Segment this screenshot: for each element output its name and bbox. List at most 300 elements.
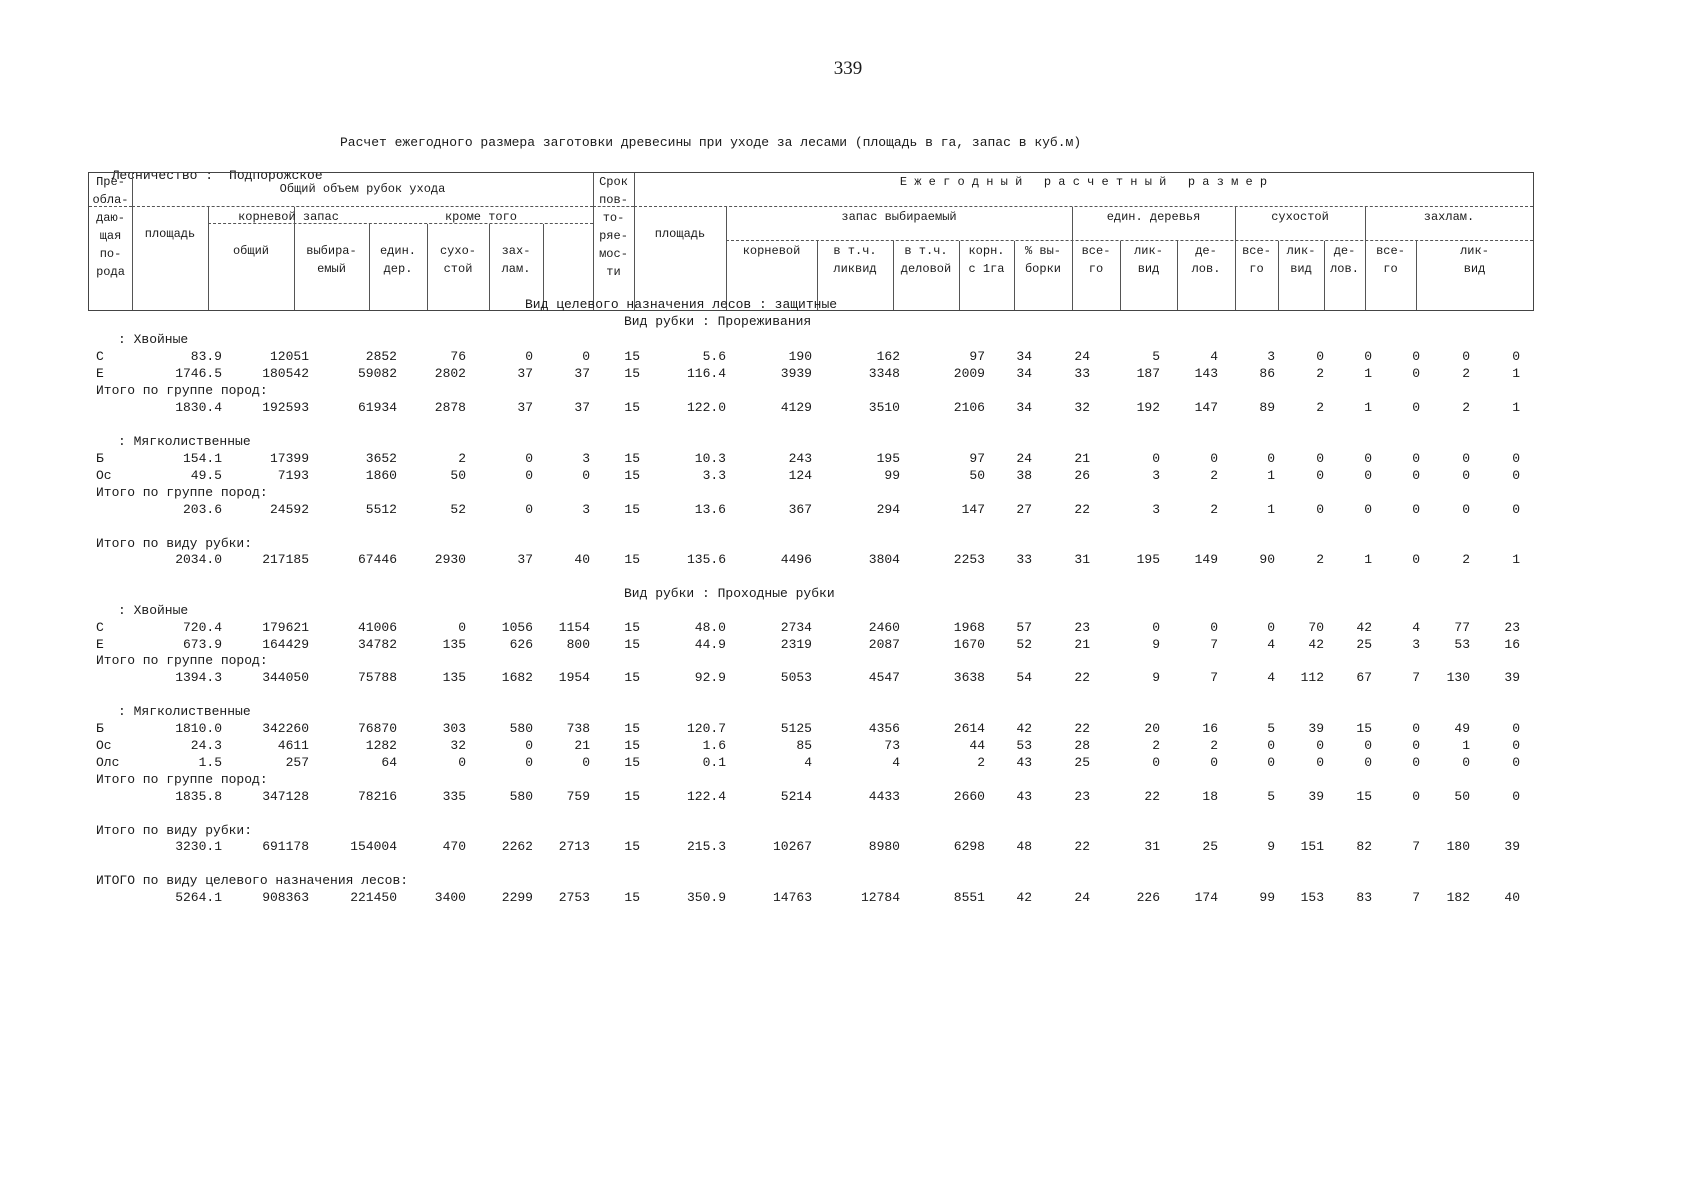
table-cell: 0 bbox=[1512, 468, 1520, 483]
table-cell: 135 bbox=[442, 637, 466, 652]
table-cell: 0 bbox=[1512, 349, 1520, 364]
table-cell: 15 bbox=[624, 620, 640, 635]
table-cell: 24 bbox=[1074, 349, 1090, 364]
table-cell: 673.9 bbox=[182, 637, 222, 652]
table-cell: 2930 bbox=[434, 552, 466, 567]
table-cell: 75788 bbox=[357, 670, 397, 685]
table-cell: 1746.5 bbox=[175, 366, 222, 381]
table-cell: 0 bbox=[1462, 468, 1470, 483]
table-cell: 215.3 bbox=[686, 839, 726, 854]
table-cell: 7 bbox=[1210, 637, 1218, 652]
table-cell: 4433 bbox=[868, 789, 900, 804]
header-root-selected: выбира- емый bbox=[306, 244, 357, 276]
table-row bbox=[0, 468, 1696, 486]
table-cell: 2734 bbox=[780, 620, 812, 635]
table-cell: 2460 bbox=[868, 620, 900, 635]
table-cell: 0 bbox=[1512, 755, 1520, 770]
table-cell: 15 bbox=[1356, 721, 1372, 736]
table-cell: 342260 bbox=[262, 721, 309, 736]
table-cell: 2 bbox=[1316, 366, 1324, 381]
table-cell: 4496 bbox=[780, 552, 812, 567]
table-cell: 294 bbox=[876, 502, 900, 517]
table-cell: 37 bbox=[517, 552, 533, 567]
header-dry-wood: сухостой bbox=[1271, 210, 1329, 224]
table-row bbox=[0, 451, 1696, 469]
table-cell: 0 bbox=[1462, 755, 1470, 770]
table-cell: 1 bbox=[1364, 552, 1372, 567]
table-cell: 1394.3 bbox=[175, 670, 222, 685]
table-cell: 221450 bbox=[350, 890, 397, 905]
table-cell: 48.0 bbox=[694, 620, 726, 635]
header-single-trees-annual: един. деревья bbox=[1106, 210, 1201, 224]
table-cell: 0 bbox=[1210, 451, 1218, 466]
table-cell: 15 bbox=[624, 502, 640, 517]
table-cell: 7 bbox=[1412, 670, 1420, 685]
table-cell: 1 bbox=[1267, 468, 1275, 483]
forestry-value: Подпорожское bbox=[229, 168, 323, 183]
table-cell: 39 bbox=[1308, 789, 1324, 804]
table-cell: 20 bbox=[1144, 721, 1160, 736]
subtotal-row bbox=[0, 400, 1696, 418]
table-cell: 15 bbox=[624, 468, 640, 483]
species-cell: С bbox=[96, 349, 104, 364]
table-cell: 83 bbox=[1356, 890, 1372, 905]
table-cell: 1860 bbox=[365, 468, 397, 483]
species-group-label: : Хвойные bbox=[118, 332, 189, 347]
table-cell: 162 bbox=[876, 349, 900, 364]
table-cell: 50 bbox=[969, 468, 985, 483]
table-cell: 0 bbox=[1316, 738, 1324, 753]
table-cell: 22 bbox=[1144, 789, 1160, 804]
table-cell: 0 bbox=[1210, 620, 1218, 635]
table-cell: 0 bbox=[1316, 468, 1324, 483]
table-cell: 2 bbox=[1210, 502, 1218, 517]
table-cell: 33 bbox=[1074, 366, 1090, 381]
page-number: 339 bbox=[833, 58, 863, 79]
table-cell: 0 bbox=[1152, 620, 1160, 635]
table-cell: 1810.0 bbox=[175, 721, 222, 736]
table-cell: 70 bbox=[1308, 620, 1324, 635]
table-cell: 720.4 bbox=[182, 620, 222, 635]
table-cell: 31 bbox=[1074, 552, 1090, 567]
table-cell: 31 bbox=[1144, 839, 1160, 854]
table-cell: 4611 bbox=[277, 738, 309, 753]
table-cell: 1 bbox=[1512, 400, 1520, 415]
header-prevailing-species: Пре- обла- даю- щая по- рода bbox=[92, 175, 129, 279]
species-group-label: : Мягколиственные bbox=[118, 434, 251, 449]
header-stock-selected: запас выбираемый bbox=[841, 210, 957, 224]
table-cell: 0 bbox=[525, 451, 533, 466]
table-cell: 8551 bbox=[953, 890, 985, 905]
table-cell: 97 bbox=[969, 349, 985, 364]
table-cell: 1830.4 bbox=[175, 400, 222, 415]
species-group-label: : Хвойные bbox=[118, 603, 189, 618]
header-annual-size: Е ж е г о д н ы й р а с ч е т н ы й р а з м е р bbox=[899, 175, 1268, 189]
table-cell: 14763 bbox=[772, 890, 812, 905]
table-cell: 1 bbox=[1512, 552, 1520, 567]
table-cell: 3348 bbox=[868, 366, 900, 381]
table-cell: 1670 bbox=[953, 637, 985, 652]
species-cell: Б bbox=[96, 721, 104, 736]
table-cell: 67446 bbox=[357, 552, 397, 567]
table-cell: 2802 bbox=[434, 366, 466, 381]
table-cell: 3 bbox=[1152, 502, 1160, 517]
table-cell: 92.9 bbox=[694, 670, 726, 685]
table-cell: 0 bbox=[1316, 502, 1324, 517]
table-cell: 0 bbox=[1512, 738, 1520, 753]
table-cell: 78216 bbox=[357, 789, 397, 804]
table-cell: 1835.8 bbox=[175, 789, 222, 804]
table-cell: 49 bbox=[1454, 721, 1470, 736]
table-cell: 1954 bbox=[558, 670, 590, 685]
table-cell: 12051 bbox=[269, 349, 309, 364]
table-cell: 37 bbox=[517, 400, 533, 415]
table-cell: 0 bbox=[525, 468, 533, 483]
table-row bbox=[0, 349, 1696, 367]
table-cell: 52 bbox=[450, 502, 466, 517]
table-cell: 15 bbox=[624, 839, 640, 854]
header-st-liq: лик- вид bbox=[1134, 244, 1163, 276]
table-cell: 33 bbox=[1016, 552, 1032, 567]
table-cell: 38 bbox=[1016, 468, 1032, 483]
table-cell: 147 bbox=[1194, 400, 1218, 415]
header-business: в т.ч. деловой bbox=[900, 244, 952, 276]
table-cell: 12784 bbox=[860, 890, 900, 905]
header-annual-area: площадь bbox=[654, 227, 706, 241]
table-cell: 143 bbox=[1194, 366, 1218, 381]
table-cell: 3 bbox=[582, 502, 590, 517]
table-cell: 59082 bbox=[357, 366, 397, 381]
table-cell: 1.6 bbox=[702, 738, 726, 753]
table-cell: 182 bbox=[1446, 890, 1470, 905]
table-cell: 135 bbox=[442, 670, 466, 685]
table-cell: 2753 bbox=[558, 890, 590, 905]
table-cell: 1282 bbox=[365, 738, 397, 753]
table-cell: 2878 bbox=[434, 400, 466, 415]
header-litter-annual: захлам. bbox=[1423, 210, 1475, 224]
table-cell: 0 bbox=[1364, 468, 1372, 483]
table-cell: 154.1 bbox=[182, 451, 222, 466]
header-liquid: в т.ч. ликвид bbox=[833, 244, 877, 276]
table-cell: 7193 bbox=[277, 468, 309, 483]
table-cell: 335 bbox=[442, 789, 466, 804]
table-cell: 2 bbox=[1152, 738, 1160, 753]
table-cell: 2713 bbox=[558, 839, 590, 854]
table-cell: 2106 bbox=[953, 400, 985, 415]
table-cell: 0 bbox=[1316, 349, 1324, 364]
forestry-label: Лесничество : bbox=[111, 168, 214, 183]
table-cell: 22 bbox=[1074, 839, 1090, 854]
table-cell: 3 bbox=[1412, 637, 1420, 652]
table-cell: 2299 bbox=[501, 890, 533, 905]
table-cell: 15 bbox=[1356, 789, 1372, 804]
table-cell: 243 bbox=[788, 451, 812, 466]
table-cell: 67 bbox=[1356, 670, 1372, 685]
table-cell: 0 bbox=[1412, 468, 1420, 483]
table-cell: 5214 bbox=[780, 789, 812, 804]
table-cell: 192593 bbox=[262, 400, 309, 415]
section-heading-text: Вид целевого назначения лесов : защитные bbox=[525, 297, 838, 312]
table-cell: 180542 bbox=[262, 366, 309, 381]
table-cell: 49.5 bbox=[190, 468, 222, 483]
table-cell: 0 bbox=[582, 349, 590, 364]
table-cell: 2 bbox=[1210, 738, 1218, 753]
table-cell: 154004 bbox=[350, 839, 397, 854]
species-cell: Ос bbox=[96, 468, 112, 483]
table-cell: 34 bbox=[1016, 400, 1032, 415]
table-cell: 9 bbox=[1152, 637, 1160, 652]
table-cell: 0 bbox=[1412, 789, 1420, 804]
table-cell: 34 bbox=[1016, 349, 1032, 364]
table-cell: 0 bbox=[1152, 755, 1160, 770]
table-cell: 39 bbox=[1504, 839, 1520, 854]
header-litter: зах- лам. bbox=[501, 244, 531, 276]
table-cell: 0 bbox=[1364, 349, 1372, 364]
table-cell: 2 bbox=[1462, 552, 1470, 567]
table-cell: 0 bbox=[1412, 366, 1420, 381]
table-cell: 0 bbox=[1412, 552, 1420, 567]
table-cell: 0 bbox=[1412, 721, 1420, 736]
table-cell: 0 bbox=[1512, 451, 1520, 466]
table-cell: 15 bbox=[624, 400, 640, 415]
table-cell: 2 bbox=[1316, 552, 1324, 567]
table-cell: 37 bbox=[574, 400, 590, 415]
table-cell: 800 bbox=[566, 637, 590, 652]
table-cell: 580 bbox=[509, 721, 533, 736]
table-cell: 4129 bbox=[780, 400, 812, 415]
table-cell: 0 bbox=[1267, 738, 1275, 753]
table-cell: 9 bbox=[1267, 839, 1275, 854]
table-cell: 147 bbox=[961, 502, 985, 517]
table-cell: 54 bbox=[1016, 670, 1032, 685]
table-cell: 73 bbox=[884, 738, 900, 753]
table-cell: 1 bbox=[1364, 366, 1372, 381]
table-cell: 5125 bbox=[780, 721, 812, 736]
table-cell: 0 bbox=[1210, 755, 1218, 770]
table-cell: 53 bbox=[1016, 738, 1032, 753]
table-cell: 44.9 bbox=[694, 637, 726, 652]
subtotal-label: Итого по виду рубки: bbox=[96, 536, 253, 551]
table-row bbox=[0, 755, 1696, 773]
table-cell: 3400 bbox=[434, 890, 466, 905]
table-cell: 15 bbox=[624, 349, 640, 364]
table-cell: 1682 bbox=[501, 670, 533, 685]
table-cell: 179621 bbox=[262, 620, 309, 635]
table-cell: 76870 bbox=[357, 721, 397, 736]
subtotal-label: Итого по группе пород: bbox=[96, 485, 268, 500]
table-cell: 0 bbox=[1364, 755, 1372, 770]
table-cell: 57 bbox=[1016, 620, 1032, 635]
table-cell: 32 bbox=[450, 738, 466, 753]
table-cell: 5053 bbox=[780, 670, 812, 685]
table-cell: 5264.1 bbox=[175, 890, 222, 905]
table-cell: 5.6 bbox=[702, 349, 726, 364]
table-cell: 48 bbox=[1016, 839, 1032, 854]
table-cell: 43 bbox=[1016, 789, 1032, 804]
table-cell: 124 bbox=[788, 468, 812, 483]
table-cell: 112 bbox=[1300, 670, 1324, 685]
table-cell: 13.6 bbox=[694, 502, 726, 517]
table-cell: 0 bbox=[1512, 789, 1520, 804]
header-lt-liq: лик- вид bbox=[1460, 244, 1489, 276]
table-cell: 153 bbox=[1300, 890, 1324, 905]
table-cell: 28 bbox=[1074, 738, 1090, 753]
subtotal-row bbox=[0, 890, 1696, 908]
table-cell: 85 bbox=[796, 738, 812, 753]
table-cell: 0 bbox=[1267, 755, 1275, 770]
table-cell: 122.4 bbox=[686, 789, 726, 804]
header-root-per-ha: корн. с 1га bbox=[968, 244, 1005, 276]
table-cell: 0 bbox=[1267, 620, 1275, 635]
table-cell: 116.4 bbox=[686, 366, 726, 381]
table-cell: 3 bbox=[1267, 349, 1275, 364]
table-cell: 2 bbox=[1316, 400, 1324, 415]
table-cell: 7 bbox=[1210, 670, 1218, 685]
table-cell: 1 bbox=[1462, 738, 1470, 753]
species-cell: Е bbox=[96, 366, 104, 381]
subtotal-label: Итого по виду рубки: bbox=[96, 823, 253, 838]
table-cell: 16 bbox=[1504, 637, 1520, 652]
table-cell: 9 bbox=[1152, 670, 1160, 685]
table-cell: 3638 bbox=[953, 670, 985, 685]
table-cell: 52 bbox=[1016, 637, 1032, 652]
table-cell: 82 bbox=[1356, 839, 1372, 854]
table-cell: 37 bbox=[517, 366, 533, 381]
header-dw-liq: лик- вид bbox=[1286, 244, 1316, 276]
header-besides: кроме того bbox=[444, 210, 517, 224]
report-title: Расчет ежегодного размера заготовки древесины при уходе за лесами (площадь в га, запас в куб.м) bbox=[340, 135, 1082, 150]
table-cell: 21 bbox=[1074, 637, 1090, 652]
table-cell: 21 bbox=[1074, 451, 1090, 466]
table-cell: 37 bbox=[574, 366, 590, 381]
subtotal-label: ИТОГО по виду целевого назначения лесов: bbox=[96, 873, 409, 888]
table-cell: 40 bbox=[574, 552, 590, 567]
table-cell: 0 bbox=[1152, 451, 1160, 466]
table-cell: 15 bbox=[624, 552, 640, 567]
table-cell: 3230.1 bbox=[175, 839, 222, 854]
table-cell: 0 bbox=[1412, 349, 1420, 364]
table-cell: 0 bbox=[1412, 400, 1420, 415]
table-cell: 76 bbox=[450, 349, 466, 364]
table-cell: 0 bbox=[525, 502, 533, 517]
table-cell: 90 bbox=[1259, 552, 1275, 567]
table-cell: 5512 bbox=[365, 502, 397, 517]
table-cell: 2 bbox=[1462, 366, 1470, 381]
table-cell: 4 bbox=[1267, 637, 1275, 652]
table-cell: 0 bbox=[1364, 451, 1372, 466]
table-cell: 77 bbox=[1454, 620, 1470, 635]
table-cell: 759 bbox=[566, 789, 590, 804]
table-cell: 2262 bbox=[501, 839, 533, 854]
table-cell: 470 bbox=[442, 839, 466, 854]
table-cell: 39 bbox=[1504, 670, 1520, 685]
table-cell: 22 bbox=[1074, 721, 1090, 736]
table-cell: 367 bbox=[788, 502, 812, 517]
table-cell: 0 bbox=[1364, 502, 1372, 517]
table-row bbox=[0, 721, 1696, 739]
table-cell: 1 bbox=[1364, 400, 1372, 415]
subtotal-label: Итого по группе пород: bbox=[96, 653, 268, 668]
table-cell: 2009 bbox=[953, 366, 985, 381]
header-dw-all: все- го bbox=[1242, 244, 1271, 276]
table-cell: 89 bbox=[1259, 400, 1275, 415]
table-cell: 2 bbox=[977, 755, 985, 770]
table-cell: 32 bbox=[1074, 400, 1090, 415]
table-cell: 23 bbox=[1504, 620, 1520, 635]
header-st-all: все- го bbox=[1081, 244, 1111, 276]
table-cell: 149 bbox=[1194, 552, 1218, 567]
table-cell: 0 bbox=[1412, 502, 1420, 517]
table-cell: 2852 bbox=[365, 349, 397, 364]
table-cell: 16 bbox=[1202, 721, 1218, 736]
table-cell: 26 bbox=[1074, 468, 1090, 483]
table-cell: 187 bbox=[1136, 366, 1160, 381]
section-heading-text: Вид рубки : Прореживания bbox=[624, 314, 812, 329]
table-cell: 50 bbox=[1454, 789, 1470, 804]
table-cell: 44 bbox=[969, 738, 985, 753]
table-cell: 344050 bbox=[262, 670, 309, 685]
species-cell: Олс bbox=[96, 755, 120, 770]
species-cell: Е bbox=[96, 637, 104, 652]
table-cell: 53 bbox=[1454, 637, 1470, 652]
table-cell: 15 bbox=[624, 721, 640, 736]
header-root-stock: корневой запас bbox=[238, 210, 339, 224]
table-cell: 25 bbox=[1202, 839, 1218, 854]
table-cell: 0 bbox=[1512, 721, 1520, 736]
table-cell: 0 bbox=[1412, 755, 1420, 770]
table-cell: 2034.0 bbox=[175, 552, 222, 567]
table-cell: 61934 bbox=[357, 400, 397, 415]
table-cell: 18 bbox=[1202, 789, 1218, 804]
header-single-trees: един. дер. bbox=[379, 244, 416, 276]
table-cell: 0 bbox=[582, 755, 590, 770]
table-cell: 43 bbox=[1016, 755, 1032, 770]
species-cell: С bbox=[96, 620, 104, 635]
table-cell: 15 bbox=[624, 789, 640, 804]
table-cell: 174 bbox=[1194, 890, 1218, 905]
table-cell: 42 bbox=[1016, 721, 1032, 736]
table-cell: 99 bbox=[884, 468, 900, 483]
table-cell: 1968 bbox=[953, 620, 985, 635]
table-cell: 24 bbox=[1016, 451, 1032, 466]
table-cell: 0 bbox=[1462, 349, 1470, 364]
table-cell: 15 bbox=[624, 738, 640, 753]
table-cell: 2087 bbox=[868, 637, 900, 652]
table-cell: 2 bbox=[1210, 468, 1218, 483]
table-cell: 15 bbox=[624, 755, 640, 770]
table-cell: 25 bbox=[1356, 637, 1372, 652]
table-cell: 15 bbox=[624, 637, 640, 652]
table-cell: 4 bbox=[1267, 670, 1275, 685]
table-cell: 3.3 bbox=[702, 468, 726, 483]
table-cell: 23 bbox=[1074, 789, 1090, 804]
table-cell: 10267 bbox=[772, 839, 812, 854]
table-cell: 3 bbox=[1152, 468, 1160, 483]
table-cell: 50 bbox=[450, 468, 466, 483]
table-cell: 0 bbox=[458, 755, 466, 770]
table-cell: 738 bbox=[566, 721, 590, 736]
table-cell: 10.3 bbox=[694, 451, 726, 466]
table-cell: 4 bbox=[1210, 349, 1218, 364]
table-cell: 15 bbox=[624, 890, 640, 905]
table-cell: 0 bbox=[1412, 738, 1420, 753]
table-cell: 7 bbox=[1412, 890, 1420, 905]
section-heading-text: Вид рубки : Проходные рубки bbox=[624, 586, 835, 601]
table-cell: 2253 bbox=[953, 552, 985, 567]
table-cell: 4356 bbox=[868, 721, 900, 736]
table-cell: 3 bbox=[582, 451, 590, 466]
table-cell: 192 bbox=[1136, 400, 1160, 415]
